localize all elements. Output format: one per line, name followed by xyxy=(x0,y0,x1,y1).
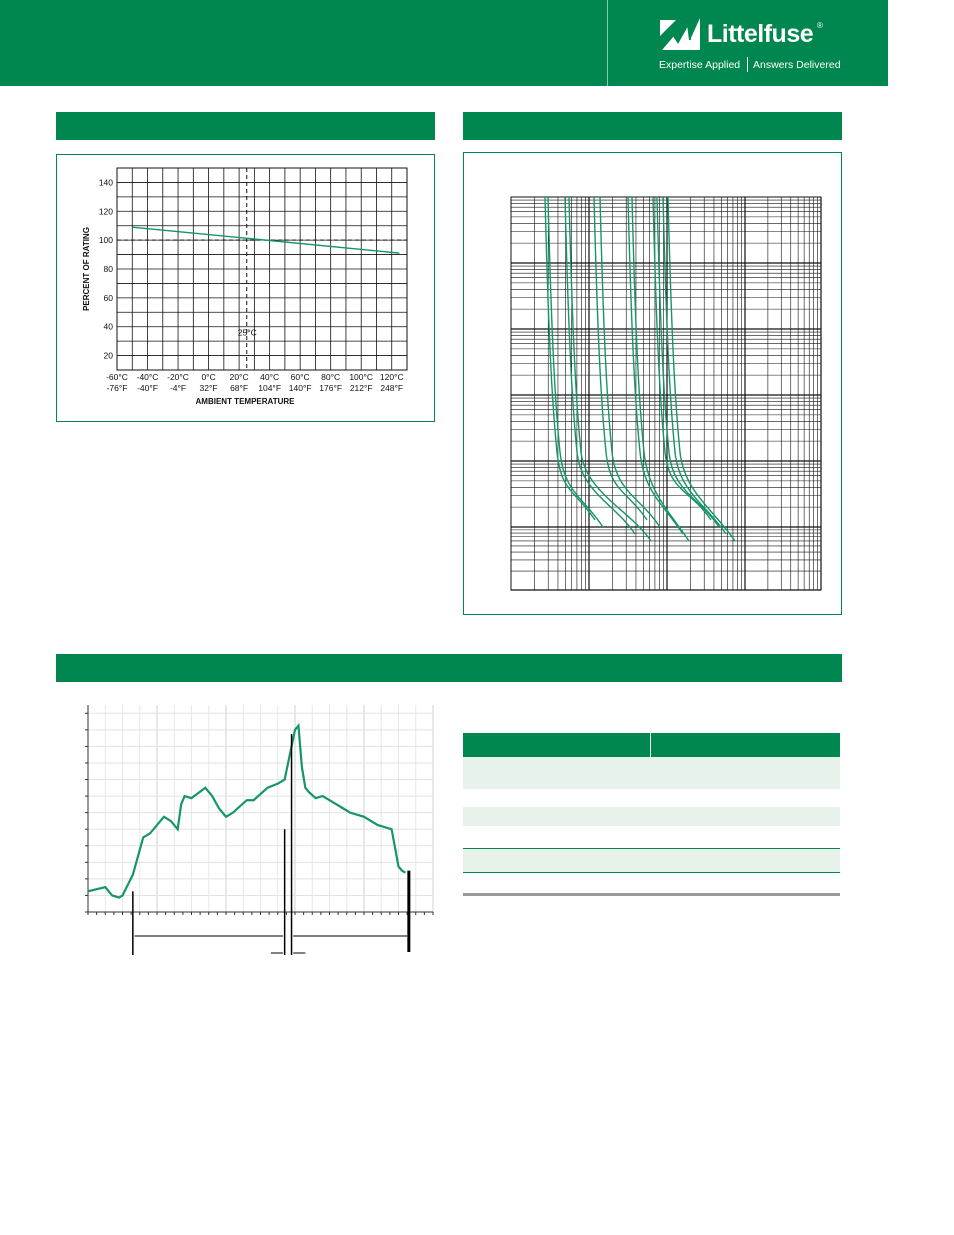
table-row xyxy=(463,757,840,789)
header-divider xyxy=(607,0,608,86)
time-current-curve xyxy=(663,197,726,534)
derating-x-tick-fahrenheit: 68°F xyxy=(230,383,249,393)
derating-x-tick-celsius: -20°C xyxy=(167,372,189,382)
derating-y-tick-label: 60 xyxy=(103,292,113,303)
derating-y-tick-label: 100 xyxy=(98,235,113,246)
derating-x-tick-celsius: 60°C xyxy=(290,372,310,382)
derating-x-tick-fahrenheit: 212°F xyxy=(349,383,373,393)
table-bottom-rule xyxy=(463,893,840,896)
table-rule xyxy=(463,848,840,849)
soldering-profile-curve xyxy=(88,726,405,898)
derating-y-tick-label: 120 xyxy=(98,206,113,217)
derating-x-tick-fahrenheit: 32°F xyxy=(199,383,218,393)
time-current-plot-frame xyxy=(511,197,821,590)
derating-y-tick-label: 80 xyxy=(103,264,113,274)
table-header-divider xyxy=(650,733,651,757)
soldering-section-bar xyxy=(56,654,842,682)
brand-name: Littelfuse xyxy=(707,20,814,48)
derating-y-tick-label: 140 xyxy=(98,177,113,188)
derating-x-tick-fahrenheit: -4°F xyxy=(169,383,187,393)
derating-x-tick-celsius: -40°C xyxy=(136,372,159,382)
time-current-section-bar xyxy=(463,112,842,140)
table-row xyxy=(463,849,840,872)
derating-section-bar xyxy=(56,112,435,140)
derating-y-axis-label: PERCENT OF RATING xyxy=(82,227,91,311)
table-header xyxy=(463,733,840,757)
time-current-curve xyxy=(653,197,711,520)
registered-mark: ® xyxy=(817,21,823,30)
derating-x-tick-fahrenheit: 248°F xyxy=(380,383,404,393)
tagline-answers: Answers Delivered xyxy=(753,59,841,71)
tagline-expertise: Expertise Applied xyxy=(659,59,741,71)
tagline-separator xyxy=(747,57,748,72)
derating-x-tick-fahrenheit: 104°F xyxy=(258,383,282,393)
time-current-curve xyxy=(632,197,689,541)
derating-x-tick-celsius: 80°C xyxy=(321,372,341,382)
littelfuse-logo-icon xyxy=(658,14,702,52)
derating-x-tick-fahrenheit: -40°F xyxy=(137,383,158,393)
derating-y-tick-label: 20 xyxy=(103,350,113,361)
derating-x-tick-fahrenheit: -76°F xyxy=(106,383,128,393)
derating-x-tick-celsius: 120°C xyxy=(379,372,404,382)
derating-x-tick-celsius: 40°C xyxy=(260,372,280,382)
soldering-profile-chart xyxy=(56,695,436,965)
derating-x-tick-celsius: 20°C xyxy=(229,372,249,382)
table-rule xyxy=(463,872,840,873)
derating-y-tick-label: 40 xyxy=(103,321,113,332)
derating-x-tick-celsius: 0°C xyxy=(201,372,216,382)
reference-temperature-label: 25°C xyxy=(237,327,257,338)
table-row xyxy=(463,807,840,826)
derating-x-tick-celsius: 100°C xyxy=(349,372,374,382)
derating-x-axis-label: AMBIENT TEMPERATURE xyxy=(195,397,295,406)
derating-x-tick-fahrenheit: 176°F xyxy=(319,383,343,393)
time-current-curve xyxy=(657,197,719,527)
derating-x-tick-celsius: -60°C xyxy=(106,372,128,382)
time-current-chart xyxy=(463,152,842,615)
derating-chart xyxy=(56,154,435,422)
time-current-curve xyxy=(668,197,735,541)
derating-x-tick-fahrenheit: 140°F xyxy=(288,383,312,393)
